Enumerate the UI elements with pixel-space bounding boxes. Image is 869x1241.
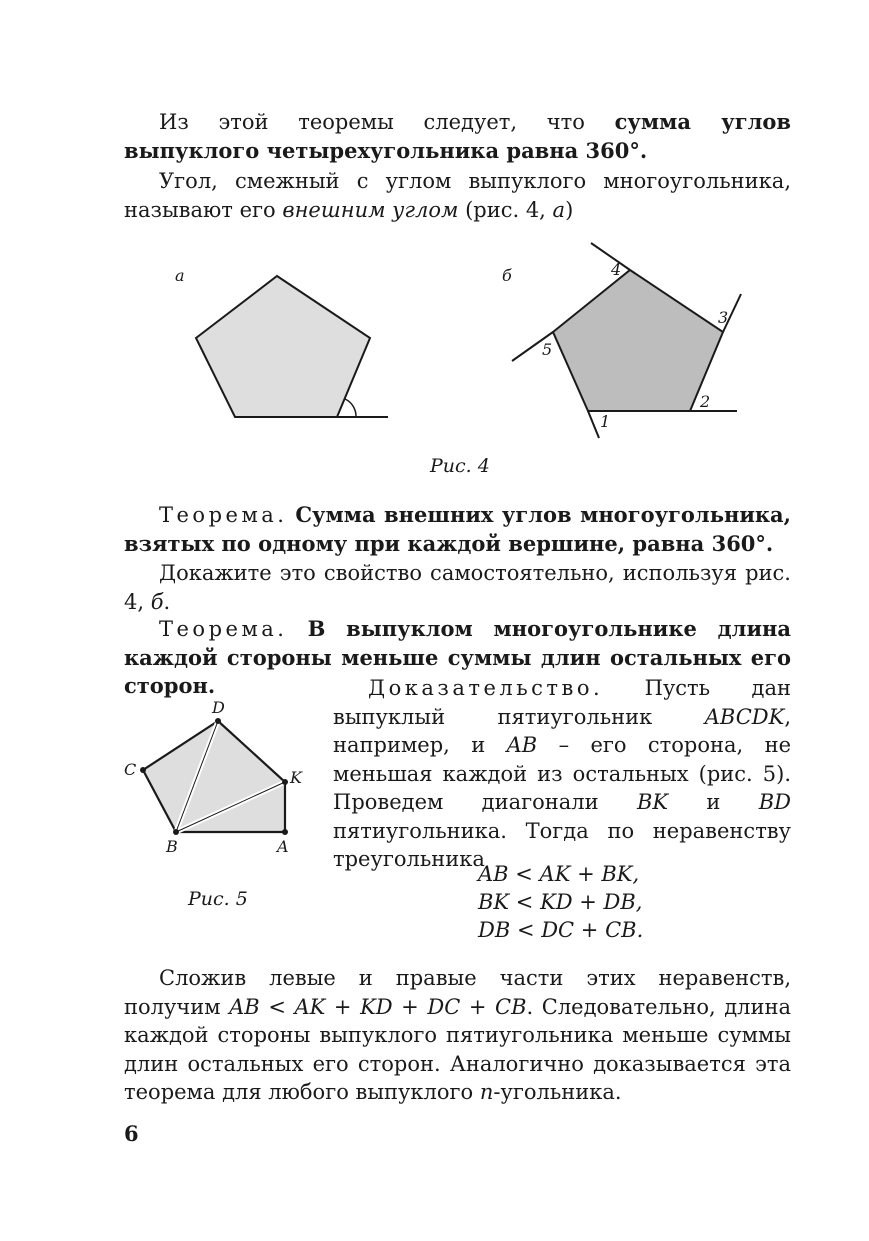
- vertex-dot-b: [173, 829, 179, 835]
- fig4-label-a: а: [175, 266, 185, 285]
- text-run: (рис. 4,: [458, 197, 553, 222]
- text-run: Докажите это свойство самостоятельно, используя рис. 4,: [124, 561, 791, 614]
- angle-label-3: 3: [718, 308, 729, 327]
- text-run: пятиугольника. Тогда по неравенству треугольника: [333, 818, 791, 871]
- figure-ref-letter: а: [552, 197, 566, 222]
- text-run: Пусть дан выпуклый пятиугольник: [333, 676, 791, 729]
- ext-line-1: [588, 411, 599, 438]
- theorem-exterior-angles: [124, 501, 791, 558]
- pentagon-a-angle-arc: [345, 399, 356, 417]
- fig4-caption: Рис. 4: [430, 455, 490, 477]
- text-run: -угольника.: [493, 1080, 622, 1104]
- math-n: n: [479, 1080, 494, 1104]
- figure-ref-letter: б: [150, 589, 164, 614]
- math-abcdk: ABCDK: [704, 704, 785, 729]
- text-run: Угол, смежный с углом выпуклого многоугольника, называют его: [124, 169, 791, 222]
- text-run: Сложив левые и правые части этих неравенств, получим: [124, 966, 791, 1019]
- inequality-1: AB < AK + BK,: [478, 862, 640, 886]
- math-bd: BD: [758, 790, 791, 814]
- page-number: 6: [124, 1121, 139, 1146]
- inequality-3: DB < DC + CB.: [478, 918, 644, 942]
- text-run: , например, и: [333, 704, 791, 757]
- term-exterior-angle: внешним углом: [282, 197, 459, 222]
- text-run: . Следовательно, длина каждой стороны выпуклого пятиугольника меньше суммы длин остальных его сторон. Аналогично доказывается эта теорема для любого выпуклого: [124, 994, 792, 1104]
- math-bk: BK: [636, 790, 669, 814]
- text-run: ): [565, 197, 574, 222]
- vertex-dot-d: [215, 718, 221, 724]
- vertex-dot-c: [140, 767, 146, 773]
- text-run: и: [668, 790, 759, 814]
- vertex-dot-a: [282, 829, 288, 835]
- paragraph-exercise: [124, 559, 791, 616]
- theorem-label: Теорема.: [159, 617, 288, 641]
- proof-paragraph: [333, 674, 791, 874]
- vertex-label-c: C: [124, 760, 137, 779]
- theorem-statement: Сумма внешних углов многоугольника, взятых по одному при каждой вершине, равна 360°.: [124, 502, 791, 556]
- vertex-label-b: B: [166, 837, 178, 856]
- proof-label: Доказательство.: [368, 676, 604, 700]
- math-sum-inequality: AB < AK + KD + DC + CB: [229, 994, 527, 1019]
- pentagon-a: [196, 276, 370, 417]
- text-run: .: [163, 589, 171, 614]
- bold-statement: сумма углов выпуклого четырехугольника равна 360°.: [124, 109, 791, 163]
- angle-label-4: 4: [611, 260, 622, 279]
- text-run: Из этой теоремы следует, что: [159, 110, 615, 134]
- theorem-label: Теорема.: [159, 503, 288, 527]
- math-ab: AB: [506, 733, 538, 757]
- angle-label-1: 1: [600, 412, 611, 431]
- inequality-2: BK < KD + DB,: [478, 890, 643, 914]
- theorem-statement: В выпуклом многоугольнике длина каждой стороны меньше суммы длин остальных его сторон.: [124, 616, 791, 698]
- fig4-label-b: б: [502, 266, 512, 285]
- text-run: – его сторона, не меньшая каждой из остальных (рис. 5). Проведем диагонали: [333, 733, 792, 814]
- vertex-label-a: A: [277, 837, 289, 856]
- angle-label-2: 2: [700, 392, 711, 411]
- vertex-label-k: K: [290, 768, 302, 787]
- vertex-label-d: D: [212, 698, 225, 717]
- fig5-caption: Рис. 5: [188, 888, 248, 910]
- paragraph-conclusion: [124, 964, 791, 1107]
- angle-label-5: 5: [542, 340, 553, 359]
- pentagon-b: [553, 270, 723, 411]
- vertex-dot-k: [282, 779, 288, 785]
